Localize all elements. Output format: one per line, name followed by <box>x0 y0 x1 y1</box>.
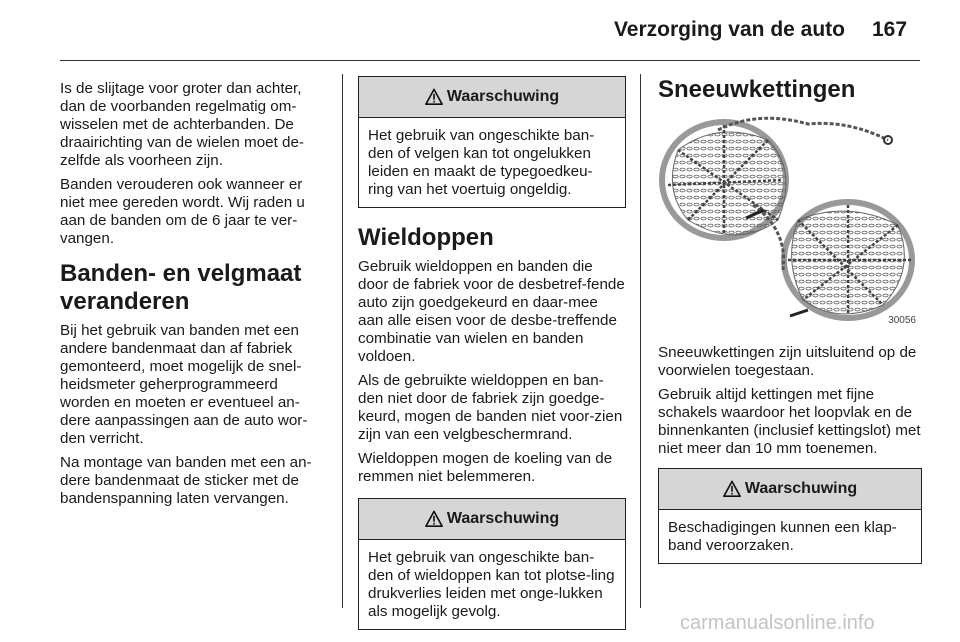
header-rule <box>60 60 920 61</box>
column-2 <box>358 76 626 642</box>
warning-box-tyres <box>358 76 626 208</box>
warning-box-chains <box>658 468 922 564</box>
paragraph-tyre-size: Bij het gebruik van banden met een andere bandenmaat dan af fabriek gemonteerd, moet mogelijk de snel-heidsmeter geherprogrammeerd worden en moeten er eventueel an-dere aanpassingen aan de auto wor-den verricht. <box>60 322 308 447</box>
page-number: 167 <box>872 18 908 41</box>
warning-header <box>659 469 921 510</box>
paragraph-wheel-covers-approved: Gebruik wieldoppen en banden die door de fabriek voor de desbetref-fende auto zijn goedgekeurd en daar-mee aan alle eisen voor de desbe-treffende combinatie van wielen en banden voldoen. <box>358 258 625 365</box>
paragraph-wheel-covers-rim: Als de gebruikte wieldoppen en ban-den niet door de fabriek zijn goedge-keurd, mogen de banden niet voor-zien zijn van een velgbeschermrand. <box>358 372 623 443</box>
warning-header <box>359 77 625 118</box>
column-3 <box>658 76 922 576</box>
warning-header <box>359 499 625 540</box>
paragraph-chains-front: Sneeuwkettingen zijn uitsluitend op de voorwielen toegestaan. <box>658 344 917 379</box>
warning-box-wheel-covers <box>358 498 626 630</box>
snow-chains-illustration <box>658 110 920 332</box>
warning-title: Waarschuwing <box>744 480 858 497</box>
column-divider-2 <box>640 74 641 608</box>
paragraph-wheel-covers-cooling: Wieldoppen mogen de koeling van de remmen niet belemmeren. <box>358 450 613 485</box>
paragraph-aging: Banden verouderen ook wanneer er niet mee gereden wordt. Wij raden u aan de banden om de 6 jaar te ver-vangen. <box>60 176 305 247</box>
paragraph-chains-fine-links: Gebruik altijd kettingen met fijne schakels waardoor het loopvlak en de binnenkanten (inclusief kettingslot) met niet meer dan 10 mm toenemen. <box>658 386 921 457</box>
snow-chains-drawing <box>658 110 920 332</box>
warning-body <box>659 510 921 563</box>
warning-text: Het gebruik van ongeschikte ban-den of velgen kan tot ongelukken leiden en maakt de typegoedkeu-ring van het voertuig ongeldig. <box>368 127 595 198</box>
column-1 <box>60 80 328 514</box>
warning-title: Waarschuwing <box>446 88 560 105</box>
warning-text: Beschadigingen kunnen een klap-band veroorzaken. <box>668 519 897 554</box>
paragraph-sticker: Na montage van banden met een an-dere bandenmaat de sticker met de bandenspanning laten vervangen. <box>60 454 312 507</box>
warning-triangle-icon <box>723 480 741 498</box>
warning-body <box>359 118 625 207</box>
warning-title: Waarschuwing <box>446 510 560 527</box>
column-divider-1 <box>342 74 343 608</box>
watermark: carmanualsonline.info <box>680 612 875 634</box>
warning-triangle-icon <box>425 510 443 528</box>
warning-body <box>359 540 625 629</box>
warning-triangle-icon <box>425 88 443 106</box>
heading-tyre-size: Banden- en velgmaat veranderen <box>60 260 302 315</box>
heading-snow-chains: Sneeuwkettingen <box>658 76 856 103</box>
warning-text: Het gebruik van ongeschikte ban-den of wieldoppen kan tot plotse-ling drukverlies leiden met onge-lukken als mogelijk gevolg. <box>368 549 615 620</box>
paragraph-wear: Is de slijtage voor groter dan achter, dan de voorbanden regelmatig om-wisselen met de achterbanden. De draairichting van de wielen moet de-zelfde als voorheen zijn. <box>60 80 304 169</box>
page-header-title: Verzorging van de auto <box>613 18 845 41</box>
heading-wheel-covers: Wieldoppen <box>358 224 494 251</box>
figure-number: 30056 <box>888 315 916 326</box>
